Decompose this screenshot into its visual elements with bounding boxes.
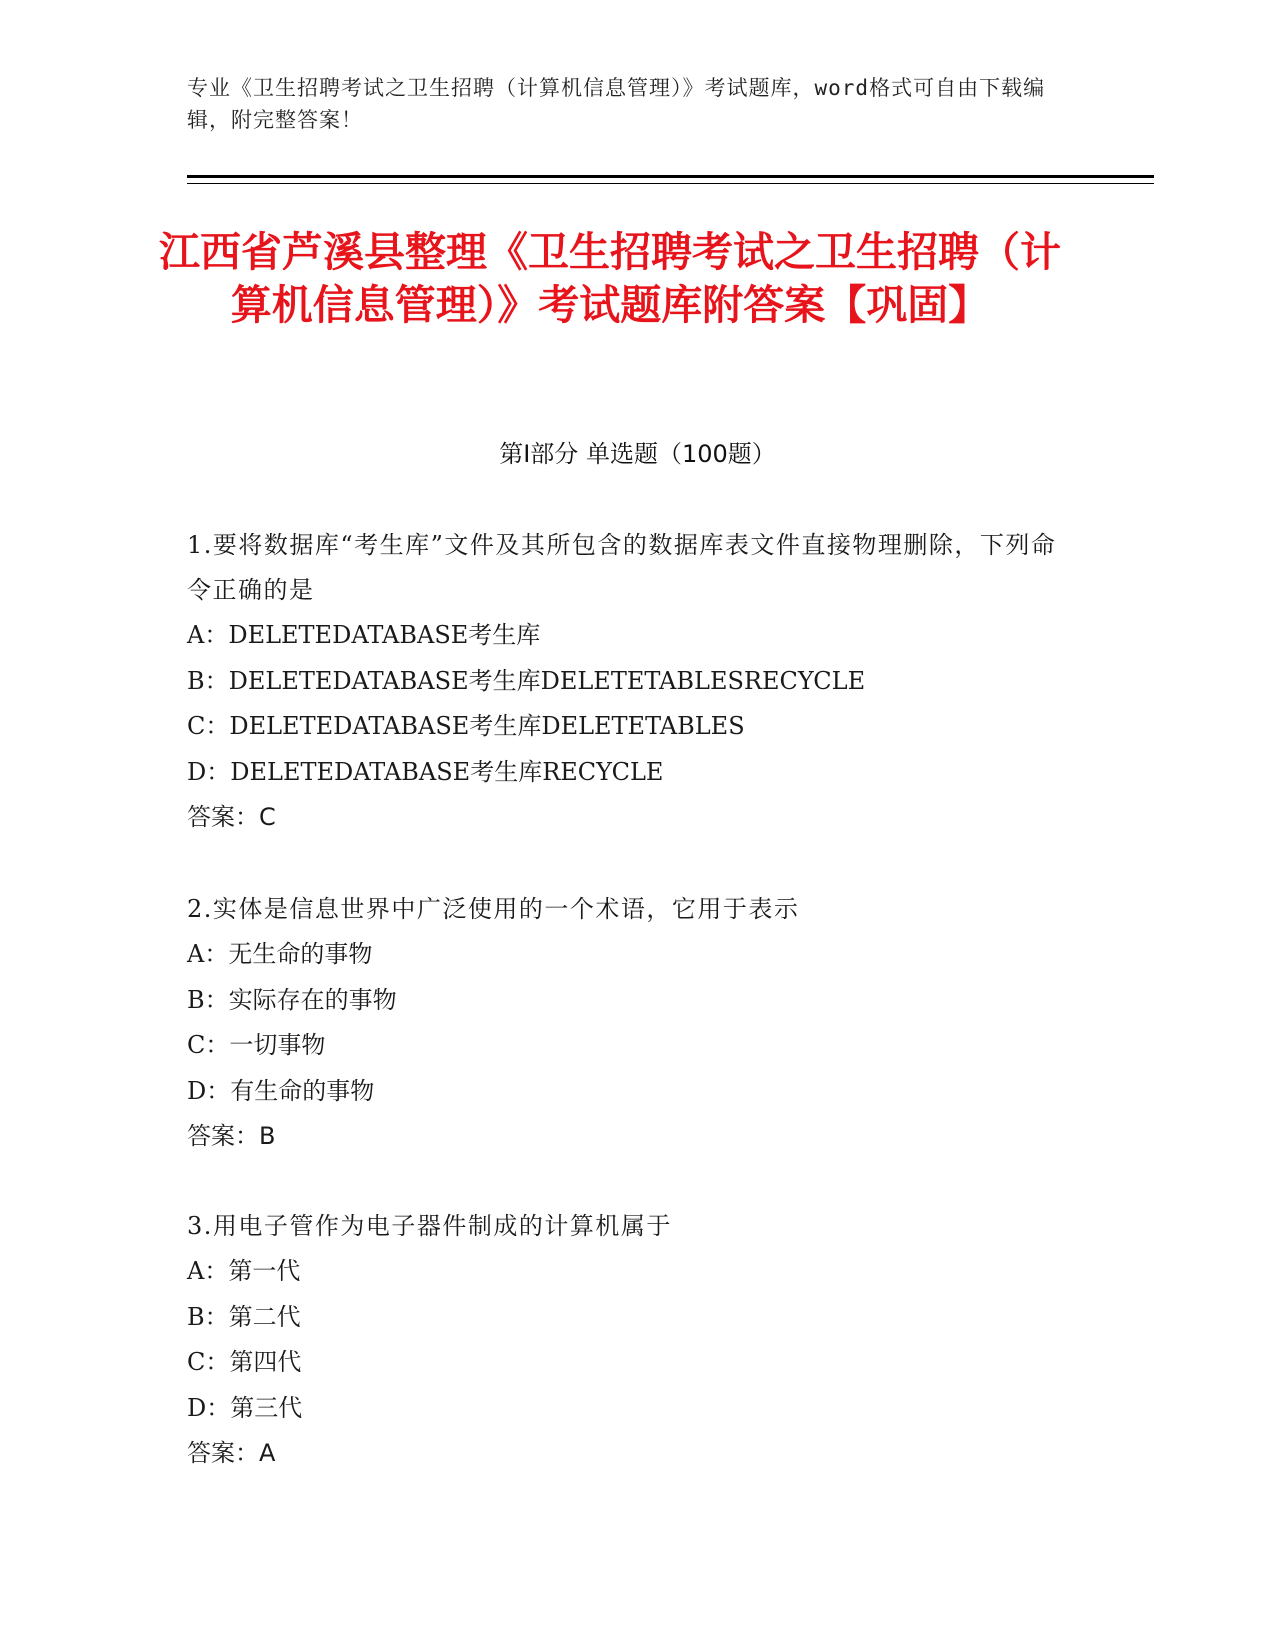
option-b: B：DELETEDATABASE考生库DELETETABLESRECYCLE bbox=[187, 666, 866, 695]
option-c: C：一切事物 bbox=[187, 1031, 326, 1059]
header-rule-thin bbox=[187, 183, 1154, 184]
option-c: C：DELETEDATABASE考生库DELETETABLES bbox=[187, 712, 745, 740]
option-a: A：第一代 bbox=[187, 1257, 301, 1285]
option-d: D：DELETEDATABASE考生库RECYCLE bbox=[187, 757, 664, 786]
option-d: D：第三代 bbox=[187, 1393, 303, 1422]
question-stem: 2.实体是信息世界中广泛使用的一个术语，它用于表示 bbox=[187, 895, 800, 923]
option-a: A：无生命的事物 bbox=[187, 940, 373, 968]
option-d: D：有生命的事物 bbox=[187, 1076, 375, 1105]
answer: 答案：C bbox=[187, 803, 276, 831]
option-a: A：DELETEDATABASE考生库 bbox=[187, 621, 541, 649]
header-rule-thick bbox=[187, 175, 1154, 178]
section-heading: 第I部分 单选题（100题） bbox=[499, 440, 776, 468]
answer: 答案：B bbox=[187, 1122, 276, 1150]
option-b: B：实际存在的事物 bbox=[187, 985, 397, 1014]
answer: 答案：A bbox=[187, 1439, 276, 1467]
question-stem: 1.要将数据库“考生库”文件及其所包含的数据库表文件直接物理删除，下列命令正确的是 bbox=[187, 531, 1057, 604]
document-header-note: 专业《卫生招聘考试之卫生招聘（计算机信息管理）》考试题库，word格式可自由下载编辑，附完整答案！ bbox=[187, 76, 1046, 132]
question-item bbox=[187, 1204, 1067, 1476]
option-b: B：第二代 bbox=[187, 1302, 301, 1331]
option-c: C：第四代 bbox=[187, 1348, 302, 1376]
question-item bbox=[187, 523, 1067, 840]
document-title: 江西省芦溪县整理《卫生招聘考试之卫生招聘（计算机信息管理）》考试题库附答案【巩固】 bbox=[159, 228, 1061, 329]
question-stem: 3.用电子管作为电子器件制成的计算机属于 bbox=[187, 1212, 672, 1240]
question-item bbox=[187, 887, 1067, 1159]
